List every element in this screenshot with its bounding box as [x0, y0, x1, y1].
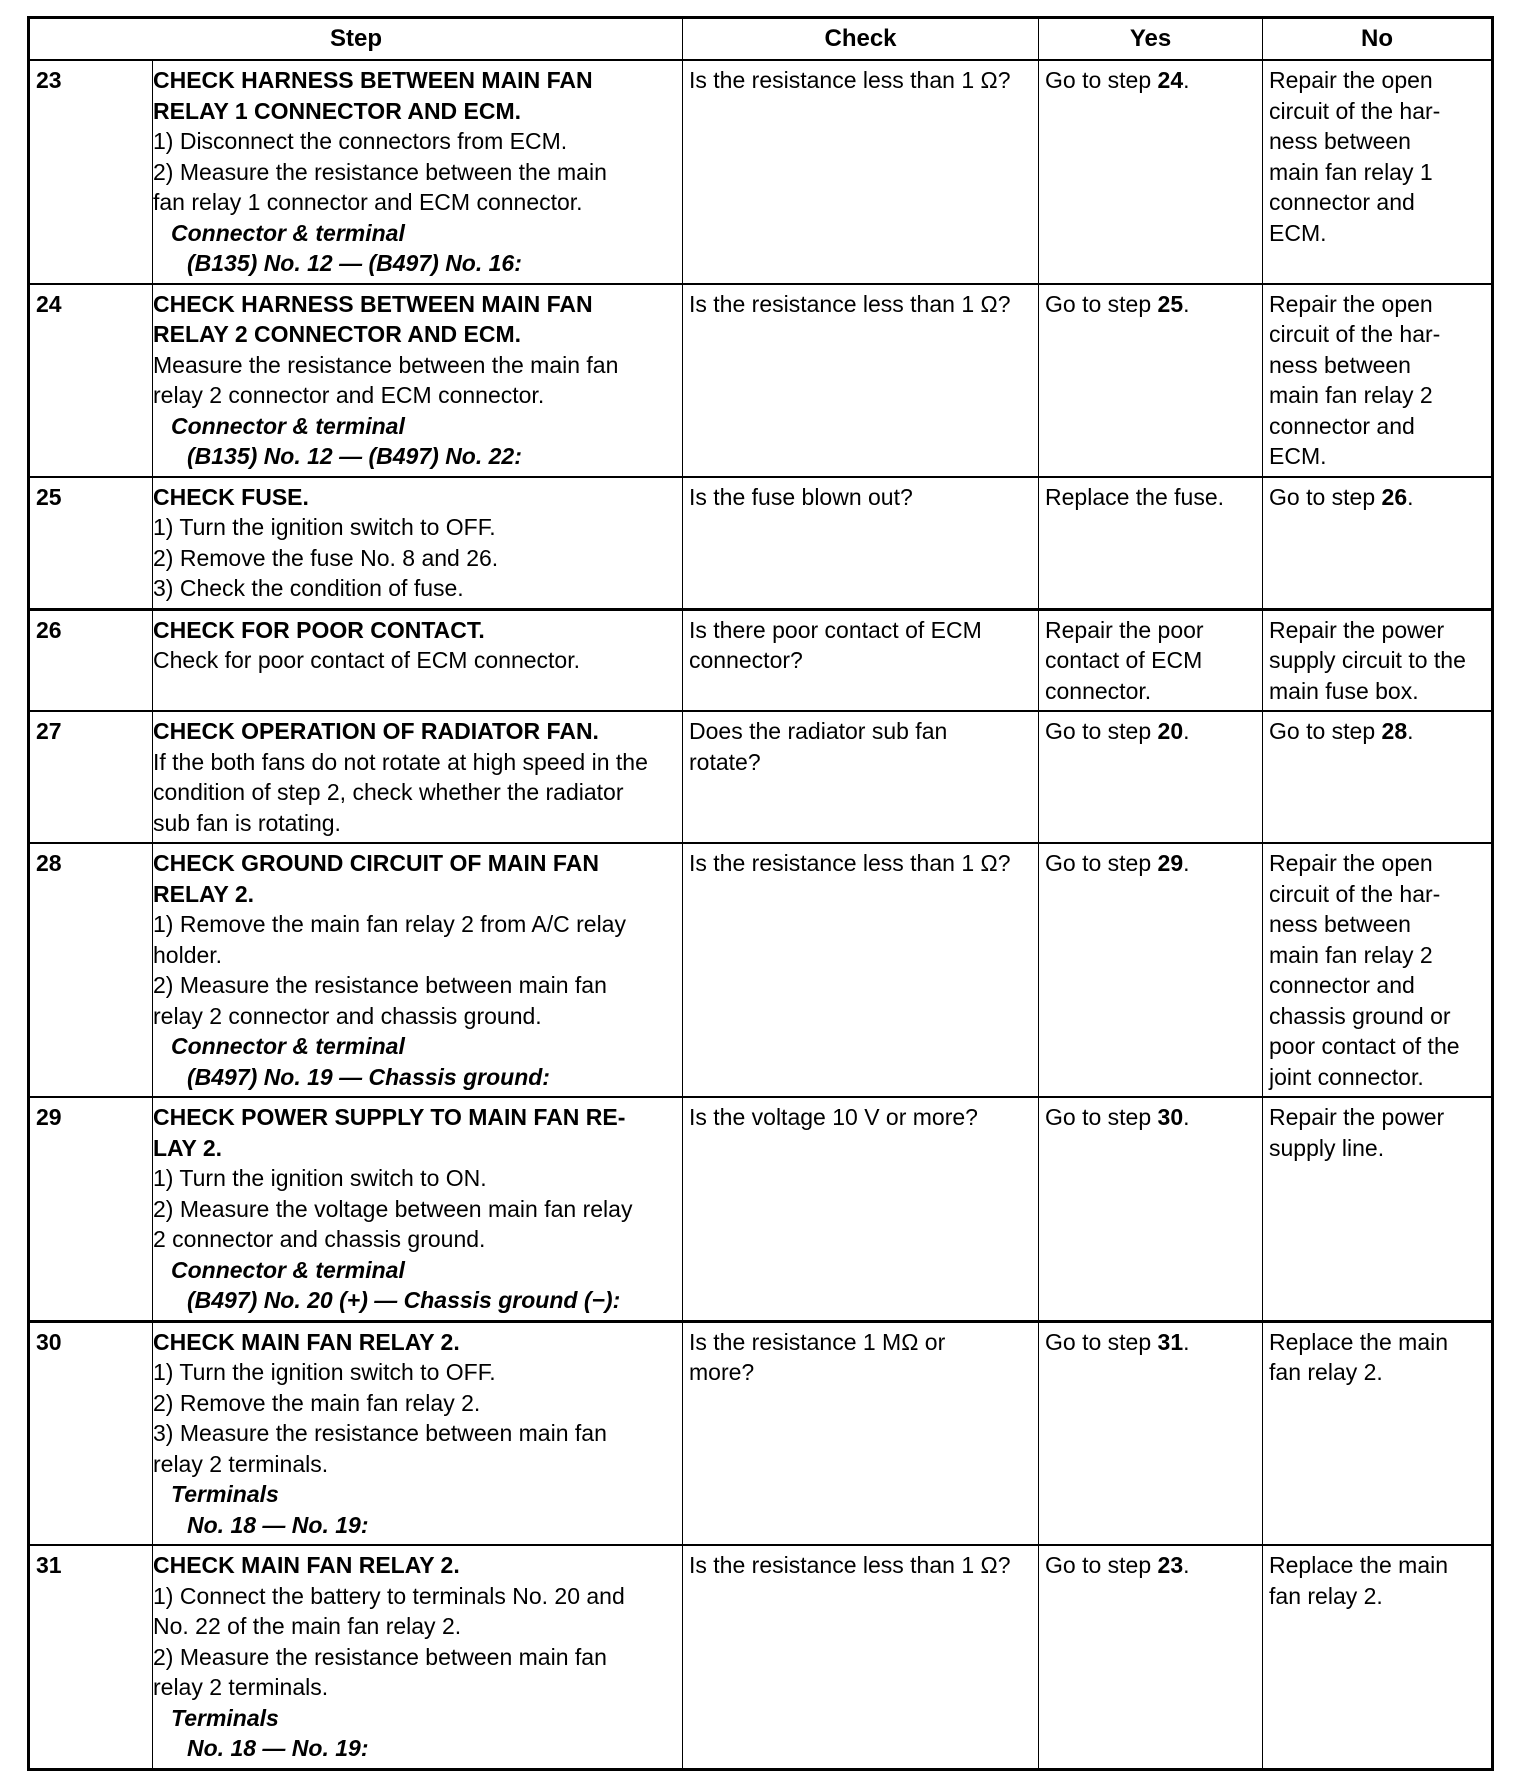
step-instruction: relay 2 connector and ECM connector. [153, 382, 545, 408]
no-line: joint connector. [1269, 1063, 1424, 1090]
no-line: Replace the main [1269, 1328, 1449, 1355]
terminal-spec: (B135) No. 12 — (B497) No. 22: [187, 443, 522, 469]
no-line: main fuse box. [1269, 677, 1419, 704]
no-cell [1263, 1321, 1493, 1545]
table-row [29, 60, 1493, 284]
yes-step-link[interactable]: 24 [1157, 67, 1184, 93]
step-description [153, 711, 683, 843]
yes-text: Go to step [1045, 1104, 1158, 1130]
yes-line: connector. [1045, 677, 1152, 704]
diagnostic-procedure-table [27, 16, 1494, 1771]
yes-cell [1039, 843, 1263, 1097]
table-header-row [29, 18, 1493, 61]
step-title-line: CHECK GROUND CIRCUIT OF MAIN FAN [153, 850, 599, 876]
no-line: ness between [1269, 128, 1411, 154]
step-instruction: 2) Measure the resistance between the main [153, 158, 607, 185]
no-line: ECM. [1269, 443, 1327, 469]
step-instruction: relay 2 terminals. [153, 1450, 329, 1477]
step-instruction: 2) Measure the voltage between main fan relay [153, 1195, 633, 1222]
terminal-spec: (B497) No. 20 (+) — Chassis ground (−): [187, 1287, 621, 1313]
no-cell [1263, 609, 1493, 711]
no-line: ECM. [1269, 219, 1327, 246]
yes-step-link[interactable]: 20 [1157, 718, 1184, 744]
step-title-line: RELAY 1 CONNECTOR AND ECM. [153, 97, 522, 124]
no-line: Replace the main [1269, 1552, 1449, 1578]
step-title-line: RELAY 2 CONNECTOR AND ECM. [153, 321, 522, 347]
yes-text: Go to step [1045, 67, 1158, 93]
yes-period: . [1183, 850, 1190, 876]
step-title-line: LAY 2. [153, 1134, 223, 1161]
no-cell [1263, 284, 1493, 477]
header-check: Check [683, 18, 1039, 61]
yes-text: Go to step [1045, 290, 1158, 317]
no-line: supply circuit to the [1269, 647, 1466, 673]
yes-period: . [1183, 1104, 1190, 1130]
check-cell [683, 1321, 1039, 1545]
step-title-line: RELAY 2. [153, 880, 254, 907]
yes-text: Go to step [1045, 1328, 1158, 1355]
step-instruction: sub fan is rotating. [153, 809, 341, 836]
no-cell [1263, 60, 1493, 284]
step-instruction: relay 2 connector and chassis ground. [153, 1002, 542, 1029]
step-description [153, 1545, 683, 1769]
yes-cell [1039, 609, 1263, 711]
step-instruction: 2) Measure the resistance between main fan [153, 1643, 607, 1670]
step-instruction: 1) Turn the ignition switch to ON. [153, 1165, 487, 1191]
step-number: 27 [29, 711, 153, 843]
check-line: more? [689, 1359, 755, 1385]
check-cell [683, 609, 1039, 711]
no-line: poor contact of the [1269, 1033, 1460, 1059]
check-cell: Is the voltage 10 V or more? [683, 1097, 1039, 1321]
step-description [153, 284, 683, 477]
step-number: 25 [29, 477, 153, 610]
terminal-spec: (B497) No. 19 — Chassis ground: [187, 1063, 550, 1090]
step-instruction: If the both fans do not rotate at high speed in the [153, 748, 648, 775]
no-step-link[interactable]: 28 [1381, 718, 1408, 744]
no-text: Go to step [1269, 718, 1382, 744]
step-instruction: Measure the resistance between the main fan [153, 351, 619, 378]
step-number: 24 [29, 284, 153, 477]
step-instruction: 2) Measure the resistance between main fan [153, 972, 607, 998]
terminal-label: Terminals [171, 1704, 279, 1731]
no-cell [1263, 1545, 1493, 1769]
no-step-link[interactable]: 26 [1381, 483, 1408, 510]
step-number: 26 [29, 609, 153, 711]
terminal-label: Connector & terminal [171, 412, 405, 439]
table-row [29, 1097, 1493, 1321]
step-description [153, 609, 683, 711]
table-row [29, 711, 1493, 843]
terminal-label: Connector & terminal [171, 1256, 405, 1283]
yes-text: Go to step [1045, 1552, 1158, 1578]
yes-cell [1039, 60, 1263, 284]
table-row [29, 477, 1493, 610]
no-cell [1263, 477, 1493, 610]
step-instruction: 1) Turn the ignition switch to OFF. [153, 514, 496, 540]
terminal-label: Terminals [171, 1481, 279, 1507]
table-row [29, 1545, 1493, 1769]
terminal-spec: No. 18 — No. 19: [187, 1735, 369, 1761]
no-line: ness between [1269, 911, 1411, 937]
yes-line: Repair the poor [1045, 616, 1204, 643]
no-line: main fan relay 1 [1269, 158, 1433, 185]
yes-step-link[interactable]: 23 [1157, 1552, 1184, 1578]
table-row [29, 284, 1493, 477]
step-title-line: CHECK HARNESS BETWEEN MAIN FAN [153, 290, 593, 317]
step-title-line: CHECK MAIN FAN RELAY 2. [153, 1552, 460, 1578]
no-line: chassis ground or [1269, 1002, 1451, 1029]
yes-period: . [1183, 1328, 1190, 1355]
step-title-line: CHECK MAIN FAN RELAY 2. [153, 1328, 460, 1355]
no-line: main fan relay 2 [1269, 941, 1433, 968]
yes-cell [1039, 1545, 1263, 1769]
step-instruction: 2 connector and chassis ground. [153, 1226, 486, 1252]
no-line: fan relay 2. [1269, 1582, 1383, 1609]
yes-cell [1039, 1097, 1263, 1321]
step-instruction: fan relay 1 connector and ECM connector. [153, 189, 583, 215]
check-line: connector? [689, 647, 803, 673]
no-line: Repair the open [1269, 290, 1433, 317]
yes-text: Go to step [1045, 718, 1158, 744]
check-cell: Is the resistance less than 1 Ω? [683, 60, 1039, 284]
step-number: 28 [29, 843, 153, 1097]
step-instruction: Check for poor contact of ECM connector. [153, 647, 580, 673]
yes-text: Go to step [1045, 850, 1158, 876]
step-number: 30 [29, 1321, 153, 1545]
step-number: 29 [29, 1097, 153, 1321]
no-cell [1263, 843, 1493, 1097]
step-title-line: CHECK FOR POOR CONTACT. [153, 616, 485, 643]
check-line: rotate? [689, 748, 761, 775]
step-title-line: CHECK POWER SUPPLY TO MAIN FAN RE- [153, 1104, 626, 1130]
no-line: Repair the open [1269, 850, 1433, 876]
terminal-label: Connector & terminal [171, 1033, 405, 1059]
check-cell: Is the resistance less than 1 Ω? [683, 1545, 1039, 1769]
yes-period: . [1183, 1552, 1190, 1578]
no-line: connector and [1269, 972, 1415, 998]
no-period: . [1407, 483, 1414, 510]
yes-period: . [1183, 290, 1190, 317]
table-row [29, 1321, 1493, 1545]
step-instruction: condition of step 2, check whether the radiator [153, 779, 624, 805]
step-instruction: relay 2 terminals. [153, 1674, 329, 1700]
yes-step-link[interactable]: 29 [1157, 850, 1184, 876]
no-line: circuit of the har- [1269, 880, 1441, 907]
no-line: Repair the open [1269, 67, 1433, 93]
step-description [153, 60, 683, 284]
step-number: 31 [29, 1545, 153, 1769]
no-line: connector and [1269, 189, 1415, 215]
step-instruction: 3) Check the condition of fuse. [153, 575, 464, 601]
yes-cell [1039, 711, 1263, 843]
terminal-spec: No. 18 — No. 19: [187, 1511, 369, 1538]
step-description [153, 1097, 683, 1321]
terminal-label: Connector & terminal [171, 219, 405, 246]
no-line: Repair the power [1269, 1104, 1445, 1130]
check-cell: Is the resistance less than 1 Ω? [683, 843, 1039, 1097]
step-title-line: CHECK FUSE. [153, 483, 309, 510]
no-line: fan relay 2. [1269, 1359, 1383, 1385]
yes-line: contact of ECM [1045, 647, 1203, 673]
no-line: ness between [1269, 351, 1411, 378]
header-no: No [1263, 18, 1493, 61]
terminal-spec: (B135) No. 12 — (B497) No. 16: [187, 250, 522, 276]
step-instruction: 2) Remove the fuse No. 8 and 26. [153, 544, 499, 571]
step-instruction: 2) Remove the main fan relay 2. [153, 1389, 481, 1416]
check-cell: Is the fuse blown out? [683, 477, 1039, 610]
yes-period: . [1183, 718, 1190, 744]
check-line: Is there poor contact of ECM [689, 616, 982, 643]
yes-step-link[interactable]: 25 [1157, 290, 1184, 317]
table-row [29, 609, 1493, 711]
step-instruction: 1) Remove the main fan relay 2 from A/C relay [153, 911, 626, 937]
no-line: circuit of the har- [1269, 97, 1441, 124]
table-row [29, 843, 1493, 1097]
no-line: main fan relay 2 [1269, 382, 1433, 408]
step-instruction: holder. [153, 941, 223, 968]
step-instruction: No. 22 of the main fan relay 2. [153, 1613, 462, 1639]
step-title-line: CHECK OPERATION OF RADIATOR FAN. [153, 718, 599, 744]
check-line: Does the radiator sub fan [689, 718, 948, 744]
yes-cell [1039, 1321, 1263, 1545]
no-line: connector and [1269, 412, 1415, 439]
step-instruction: 1) Disconnect the connectors from ECM. [153, 128, 568, 154]
check-line: Is the resistance 1 MΩ or [689, 1328, 946, 1355]
step-description [153, 843, 683, 1097]
yes-step-link[interactable]: 30 [1157, 1104, 1184, 1130]
no-period: . [1407, 718, 1414, 744]
step-instruction: 3) Measure the resistance between main fan [153, 1420, 607, 1446]
no-text: Go to step [1269, 483, 1382, 510]
check-cell: Is the resistance less than 1 Ω? [683, 284, 1039, 477]
step-instruction: 1) Turn the ignition switch to OFF. [153, 1359, 496, 1385]
step-title-line: CHECK HARNESS BETWEEN MAIN FAN [153, 67, 593, 93]
no-cell [1263, 1097, 1493, 1321]
check-cell [683, 711, 1039, 843]
step-description [153, 1321, 683, 1545]
header-step: Step [29, 18, 683, 61]
header-yes: Yes [1039, 18, 1263, 61]
step-instruction: 1) Connect the battery to terminals No. 20 and [153, 1582, 625, 1609]
step-description [153, 477, 683, 610]
yes-cell: Replace the fuse. [1039, 477, 1263, 610]
yes-period: . [1183, 67, 1190, 93]
yes-cell [1039, 284, 1263, 477]
no-line: Repair the power [1269, 616, 1445, 643]
step-number: 23 [29, 60, 153, 284]
no-line: circuit of the har- [1269, 321, 1441, 347]
no-cell [1263, 711, 1493, 843]
yes-step-link[interactable]: 31 [1157, 1328, 1184, 1355]
no-line: supply line. [1269, 1134, 1385, 1161]
